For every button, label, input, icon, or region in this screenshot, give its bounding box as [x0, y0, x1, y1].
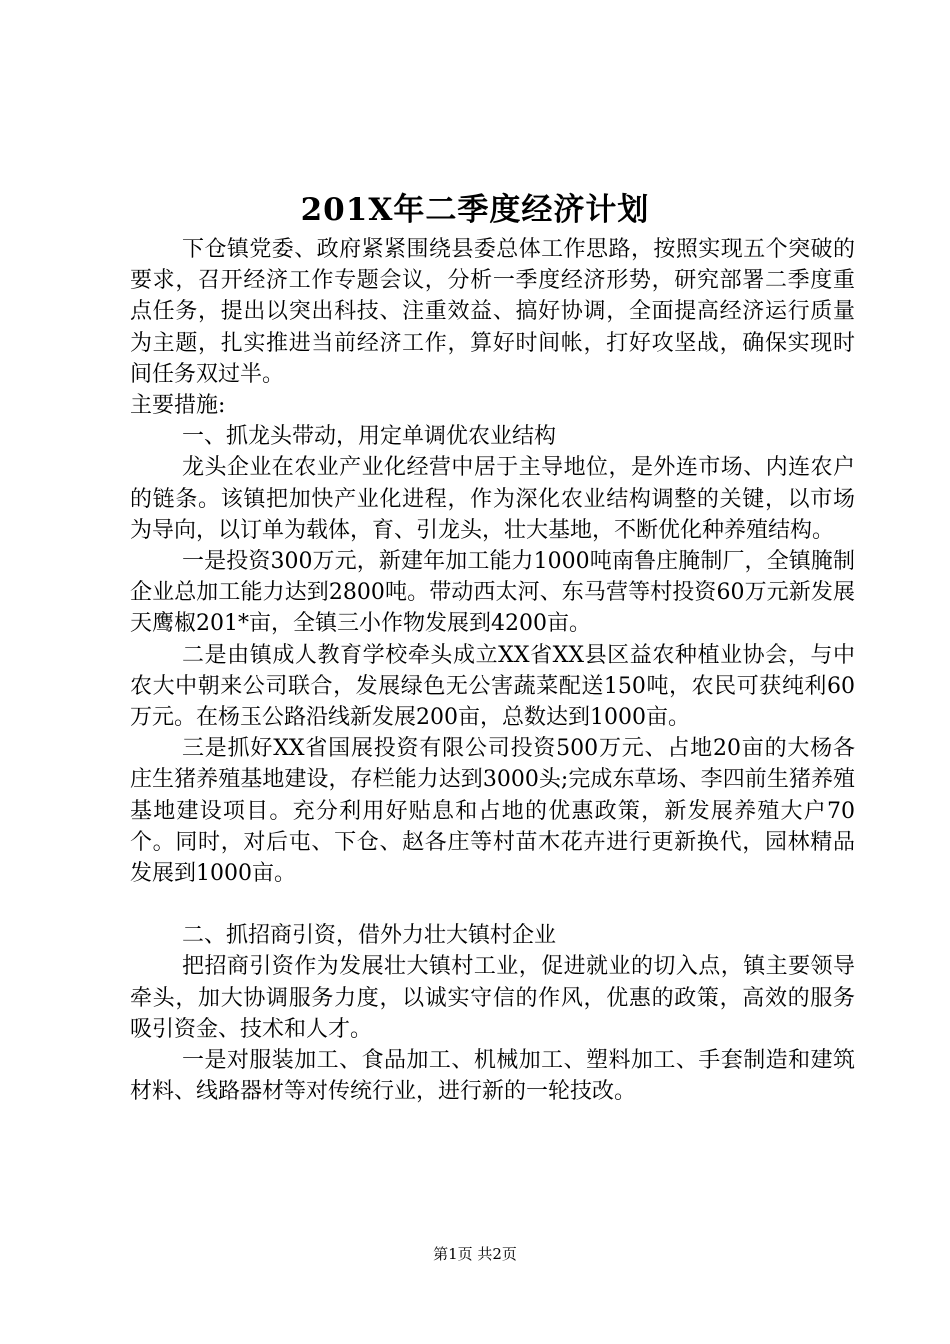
section-1-paragraph: 龙头企业在农业产业化经营中居于主导地位，是外连市场、内连农户的链条。该镇把加快产业化进程，作为深化农业结构调整的关键，以市场为导向，以订单为载体，育、引龙头，壮大基地，不断优化种养殖结构。: [130, 455, 855, 543]
section-heading-2: 二、抓招商引资，借外力壮大镇村企业: [182, 923, 557, 949]
document-body: [130, 234, 855, 1107]
section-1-item-1: 一是投资300万元，新建年加工能力1000吨南鲁庄腌制厂，全镇腌制企业总加工能力达到2800吨。带动西太河、东马营等村投资60万元新发展天鹰椒201*亩，全镇三小作物发展到4200亩。: [130, 549, 855, 637]
section-1-item-2: 二是由镇成人教育学校牵头成立XX省XX县区益农种植业协会，与中农大中朝来公司联合，发展绿色无公害蔬菜配送150吨，农民可获纯利60万元。在杨玉公路沿线新发展200亩，总数达到1000亩。: [130, 642, 855, 731]
section-2-item-1: 一是对服装加工、食品加工、机械加工、塑料加工、手套制造和建筑材料、线路器材等对传统行业，进行新的一轮技改。: [130, 1048, 855, 1105]
page-footer: 第1页 共2页: [433, 1245, 517, 1263]
document-title: 201X年二季度经济计划: [300, 192, 650, 228]
section-1-item-3: 三是抓好XX省国展投资有限公司投资500万元、占地20亩的大杨各庄生猪养殖基地建设，存栏能力达到3000头;完成东草场、李四前生猪养殖基地建设项目。充分利用好贴息和占地的优惠政策，新发展养殖大户70个。同时，对后屯、下仓、赵各庄等村苗木花卉进行更新换代，园林精品发展到1000亩。: [130, 736, 855, 887]
measures-label: 主要措施:: [130, 393, 226, 419]
section-2-paragraph: 把招商引资作为发展壮大镇村工业，促进就业的切入点，镇主要领导牵头，加大协调服务力度，以诚实守信的作风，优惠的政策，高效的服务吸引资金、技术和人才。: [130, 954, 855, 1042]
intro-paragraph: 下仓镇党委、政府紧紧围绕县委总体工作思路，按照实现五个突破的要求，召开经济工作专题会议，分析一季度经济形势，研究部署二季度重点任务，提出以突出科技、注重效益、搞好协调，全面提高经济运行质量为主题，扎实推进当前经济工作，算好时间帐，打好攻坚战，确保实现时间任务双过半。: [130, 237, 855, 387]
section-heading-1: 一、抓龙头带动，用定单调优农业结构: [182, 424, 557, 450]
section-gap: [130, 889, 855, 920]
